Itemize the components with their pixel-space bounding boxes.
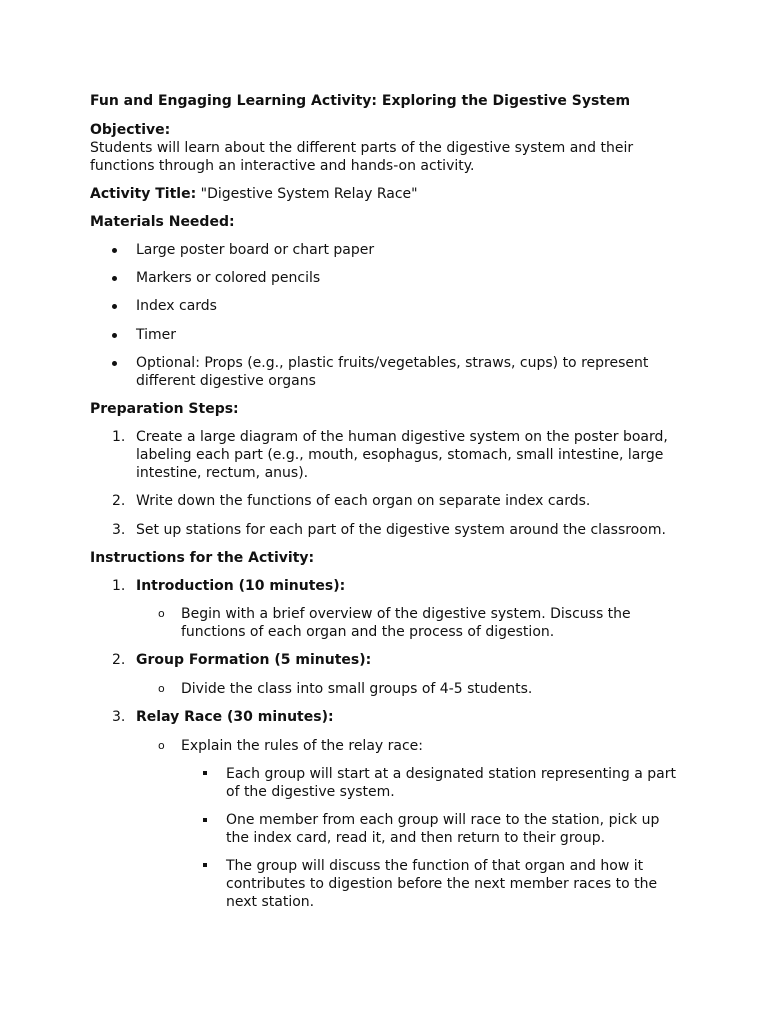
bullet-icon (112, 248, 117, 253)
group-text-line: Divide the class into small groups of 4-5 students. (181, 681, 533, 697)
prep-step: Create a large diagram of the human digestive system on the poster board, (136, 429, 668, 445)
materials-item-continued: different digestive organs (136, 373, 316, 389)
objective-heading: Objective: (90, 122, 171, 138)
objective-text-line: functions through an interactive and hands-on activity. (90, 158, 475, 174)
square-bullet-icon (203, 771, 207, 775)
relay-rule-continued: contributes to digestion before the next member races to the (226, 876, 658, 892)
bullet-icon (112, 361, 117, 366)
circle-bullet-icon: o (158, 739, 165, 752)
list-number: 3. (112, 709, 126, 725)
activity-title-label: Activity Title: (90, 186, 197, 202)
relay-heading: Relay Race (30 minutes): (136, 709, 334, 725)
relay-text-line: Explain the rules of the relay race: (181, 738, 423, 754)
materials-item: Timer (136, 327, 177, 343)
group-heading: Group Formation (5 minutes): (136, 652, 372, 668)
bullet-icon (112, 333, 117, 338)
relay-rule-continued: the index card, read it, and then return to their group. (226, 830, 606, 846)
square-bullet-icon (203, 863, 207, 867)
materials-item: Markers or colored pencils (136, 270, 321, 286)
intro-text-line: functions of each organ and the process of digestion. (181, 624, 555, 640)
prep-step: Set up stations for each part of the digestive system around the classroom. (136, 522, 666, 538)
circle-bullet-icon: o (158, 682, 165, 695)
list-number: 1. (112, 578, 126, 594)
instructions-heading: Instructions for the Activity: (90, 550, 315, 566)
objective-text-line: Students will learn about the different parts of the digestive system and their (90, 140, 634, 156)
prep-heading: Preparation Steps: (90, 401, 239, 417)
square-bullet-icon (203, 818, 207, 822)
prep-step-continued: intestine, rectum, anus). (136, 465, 309, 481)
materials-heading: Materials Needed: (90, 214, 235, 230)
relay-rule: Each group will start at a designated station representing a part (226, 766, 676, 782)
relay-rule-continued: next station. (226, 894, 315, 910)
relay-rule-continued: of the digestive system. (226, 784, 395, 800)
materials-item: Large poster board or chart paper (136, 242, 375, 258)
list-number: 3. (112, 522, 126, 538)
list-number: 2. (112, 493, 126, 509)
intro-heading: Introduction (10 minutes): (136, 578, 346, 594)
list-number: 1. (112, 429, 126, 445)
list-number: 2. (112, 652, 126, 668)
relay-rule: One member from each group will race to the station, pick up (226, 812, 660, 828)
prep-step-continued: labeling each part (e.g., mouth, esophagus, stomach, small intestine, large (136, 447, 664, 463)
activity-title-value: "Digestive System Relay Race" (196, 186, 418, 202)
relay-rule: The group will discuss the function of that organ and how it (226, 858, 644, 874)
intro-text-line: Begin with a brief overview of the digestive system. Discuss the (181, 606, 631, 622)
document-title: Fun and Engaging Learning Activity: Exploring the Digestive System (90, 93, 631, 109)
activity-title-line (90, 185, 418, 203)
materials-item: Optional: Props (e.g., plastic fruits/vegetables, straws, cups) to represent (136, 355, 649, 371)
circle-bullet-icon: o (158, 607, 165, 620)
bullet-icon (112, 304, 117, 309)
prep-step: Write down the functions of each organ on separate index cards. (136, 493, 591, 509)
bullet-icon (112, 276, 117, 281)
materials-item: Index cards (136, 298, 217, 314)
